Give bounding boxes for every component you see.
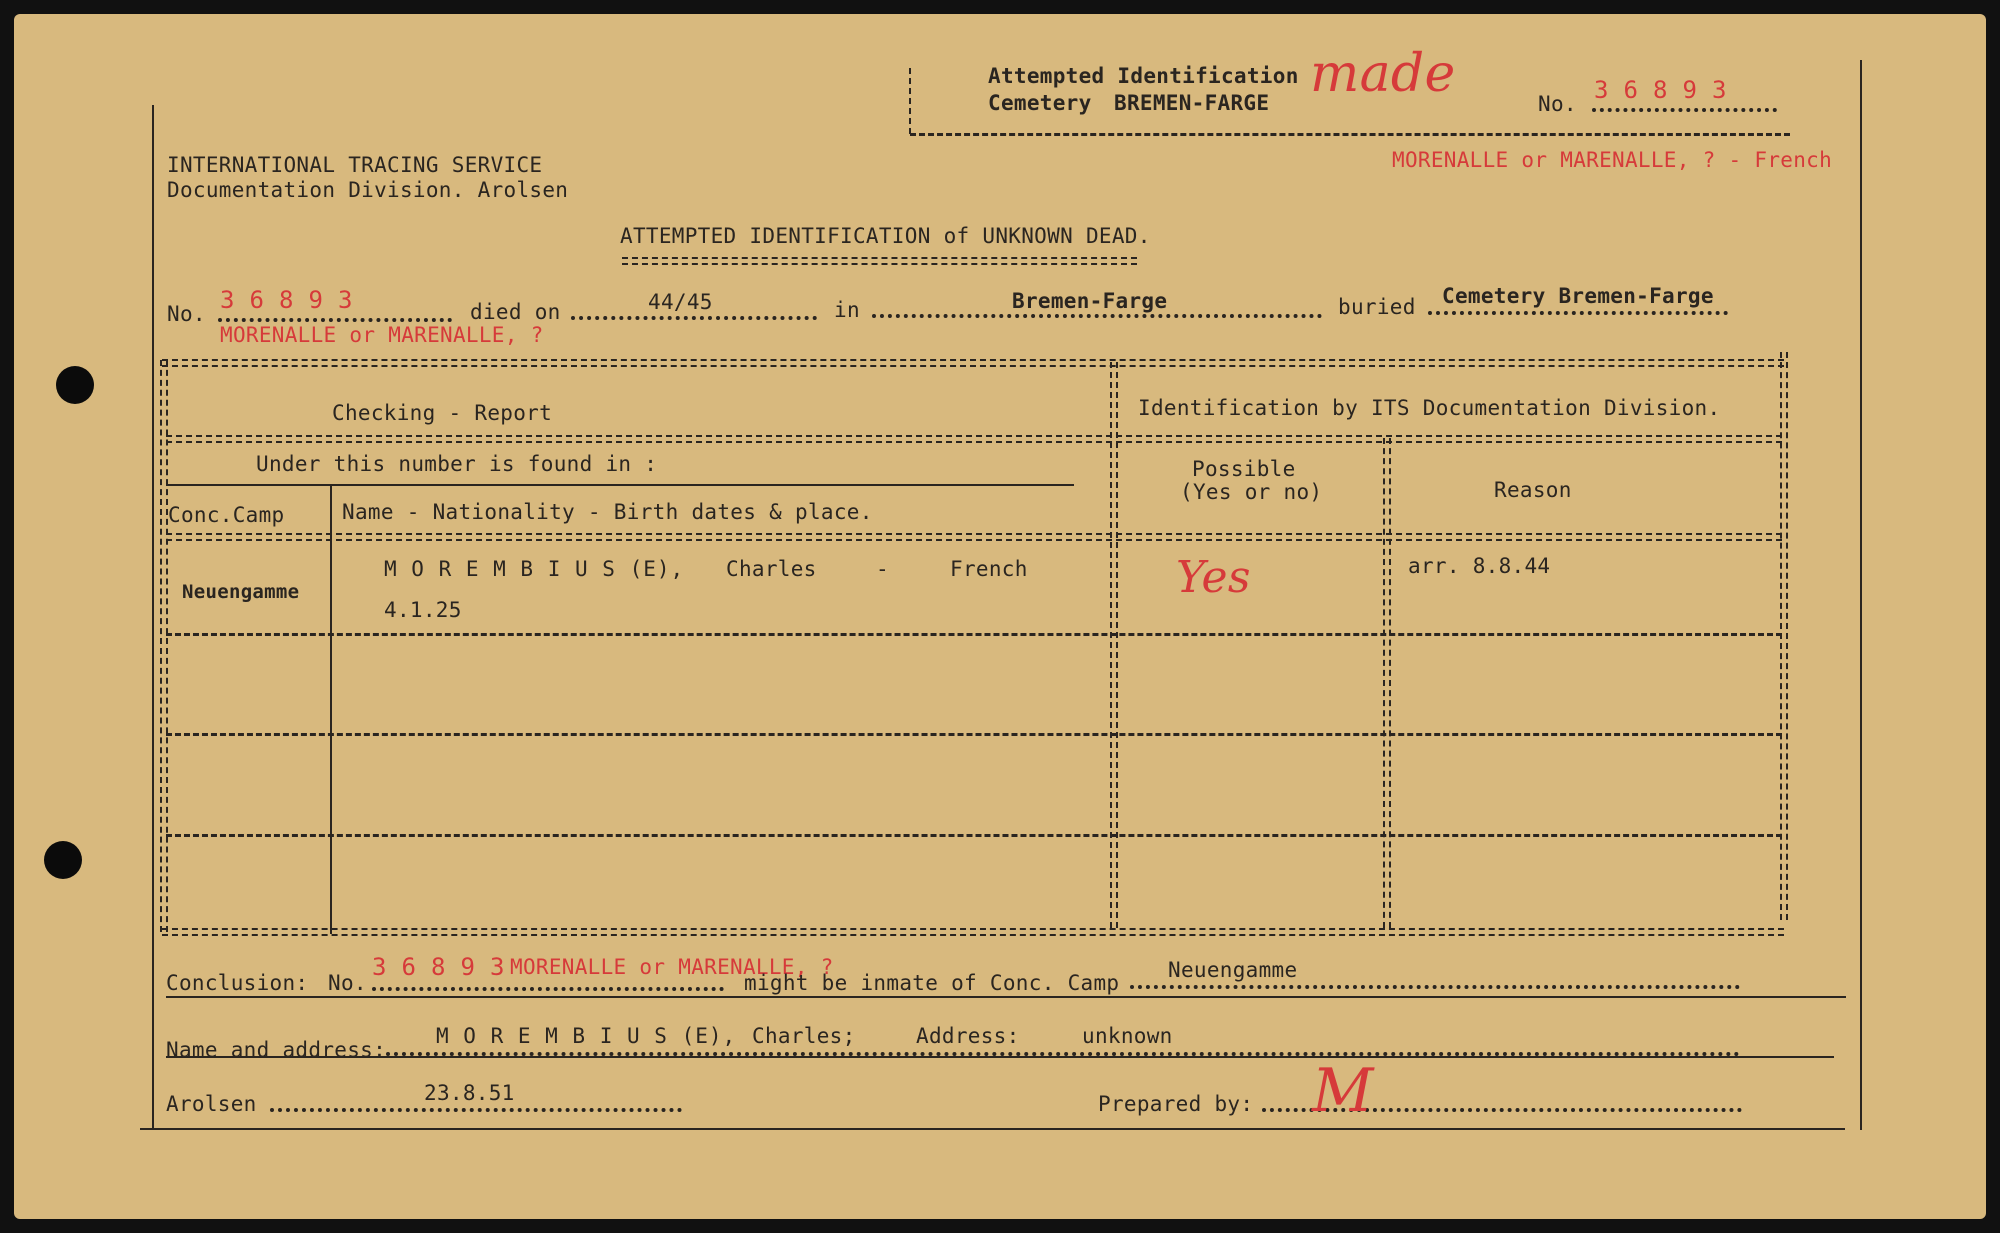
conclusion-name-value: MORENALLE or MARENALLE, ? — [510, 955, 834, 979]
header-cemetery-label: Cemetery — [988, 91, 1092, 115]
arolsen-date: 23.8.51 — [424, 1081, 515, 1105]
org-line2: Documentation Division. Arolsen — [167, 178, 569, 202]
col-camp-header: Conc.Camp — [168, 503, 285, 527]
punch-hole-bottom — [44, 841, 82, 879]
row-first-name: Charles — [726, 557, 817, 581]
table-left-border — [160, 360, 168, 932]
form-title: ATTEMPTED IDENTIFICATION of UNKNOWN DEAD. — [620, 224, 1151, 248]
header-box-bottom — [910, 133, 1790, 136]
camp-column-divider — [330, 486, 332, 934]
address-label: Address: — [916, 1024, 1020, 1048]
signature: M — [1312, 1056, 1374, 1126]
in-dots — [872, 314, 1322, 318]
conclusion-camp-value: Neuengamme — [1168, 958, 1298, 982]
name-address-label: Name and address: — [166, 1038, 387, 1062]
row-reason: arr. 8.8.44 — [1408, 554, 1551, 578]
col-name-header: Name - Nationality - Birth dates & place. — [342, 500, 873, 524]
table-bottom-border — [162, 928, 1784, 936]
name-address-name: M O R E M B I U S (E), — [436, 1024, 737, 1048]
row-divider-3 — [166, 834, 1782, 837]
in-value: Bremen-Farge — [1012, 289, 1168, 313]
conclusion-underline — [166, 996, 1846, 998]
conclusion-camp-dots — [1130, 985, 1740, 989]
title-underline — [622, 257, 1137, 265]
died-value: 44/45 — [648, 290, 713, 314]
conclusion-no-value: 3 6 8 9 3 — [372, 953, 505, 981]
punch-hole-top — [56, 366, 94, 404]
buried-dots — [1428, 311, 1728, 315]
row-divider-2 — [166, 733, 1782, 736]
header-cemetery-value: BREMEN-FARGE — [1114, 91, 1270, 115]
conclusion-label: Conclusion: — [166, 971, 309, 995]
arolsen-label: Arolsen — [166, 1092, 257, 1116]
died-label: died on — [470, 300, 561, 324]
column-header-divider — [166, 533, 1782, 541]
org-line1: INTERNATIONAL TRACING SERVICE — [167, 153, 543, 177]
arolsen-dots — [270, 1108, 682, 1112]
header-box-left — [909, 68, 911, 134]
buried-value: Cemetery Bremen-Farge — [1442, 284, 1714, 308]
name-address-underline — [166, 1056, 1834, 1058]
record-no-value: 3 6 8 9 3 — [220, 286, 353, 314]
identification-header: Identification by ITS Documentation Division. — [1138, 396, 1721, 420]
handwritten-note: made — [1310, 44, 1456, 104]
row-possible: Yes — [1176, 552, 1251, 603]
table-possible-divider — [1383, 438, 1391, 928]
record-name: MORENALLE or MARENALLE, ? — [220, 323, 544, 347]
frame-right-line — [1860, 60, 1862, 1130]
col-reason-header: Reason — [1494, 478, 1572, 502]
row-dash: - — [876, 557, 889, 581]
header-no-label: No. — [1538, 92, 1577, 116]
checking-header: Checking - Report — [332, 401, 553, 425]
buried-label: buried — [1338, 295, 1416, 319]
table-top-border — [162, 359, 1784, 367]
row-birth: 4.1.25 — [384, 598, 462, 622]
header-box-title: Attempted Identification — [988, 64, 1299, 88]
record-no-label: No. — [167, 302, 206, 326]
conclusion-no-dots — [372, 987, 724, 991]
frame-bottom-line — [140, 1128, 1845, 1130]
conclusion-no-label: No. — [328, 971, 367, 995]
found-in-label: Under this number is found in : — [256, 452, 658, 476]
found-in-divider — [166, 484, 1074, 486]
row-name: M O R E M B I U S (E), — [384, 557, 685, 581]
header-no-dots — [1592, 108, 1777, 112]
frame-left-line — [152, 105, 154, 1130]
record-no-dots — [218, 318, 452, 322]
row-nationality: French — [950, 557, 1028, 581]
row-divider-1 — [166, 633, 1782, 636]
prepared-by-label: Prepared by: — [1098, 1092, 1254, 1116]
row-camp: Neuengamme — [182, 581, 300, 603]
header-row-divider — [166, 435, 1782, 443]
col-possible-header-1: Possible — [1192, 457, 1296, 481]
header-no-value: 3 6 8 9 3 — [1594, 76, 1727, 104]
address-value: unknown — [1082, 1024, 1173, 1048]
col-possible-header-2: (Yes or no) — [1180, 480, 1323, 504]
top-name: MORENALLE or MARENALLE, ? - French — [1392, 148, 1833, 172]
in-label: in — [834, 298, 860, 322]
conclusion-text: might be inmate of Conc. Camp — [744, 971, 1120, 995]
died-dots — [571, 316, 817, 320]
table-middle-divider — [1110, 362, 1118, 928]
name-address-first: Charles; — [752, 1024, 856, 1048]
